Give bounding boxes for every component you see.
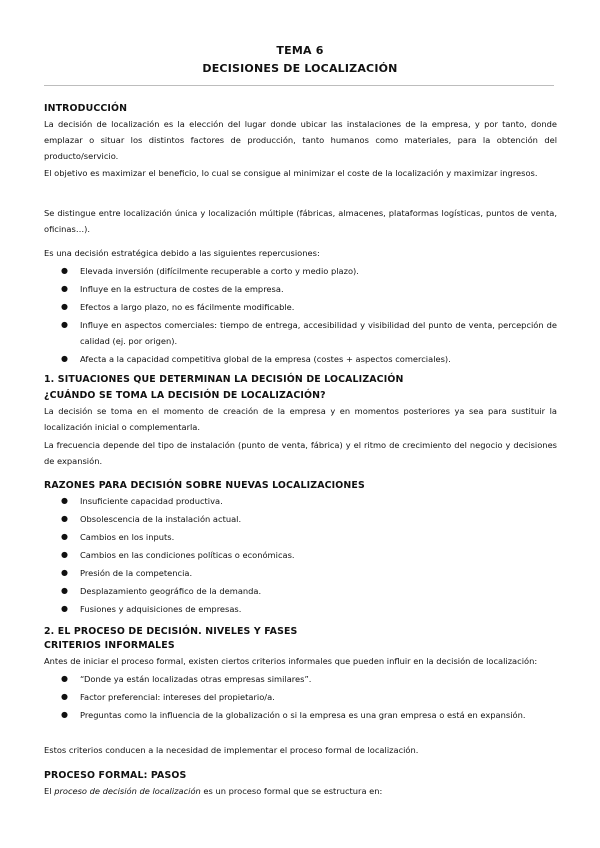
bullet-icon: ● xyxy=(61,320,68,329)
section-1-paragraph-1: La decisión se toma en el momento de creación de la empresa y en momentos posteriores ya sea para sustituir la localización inicial o complementarla. xyxy=(44,406,557,432)
list-item: ● Presión de la competencia. xyxy=(44,565,557,581)
list-item: ● Cambios en las condiciones políticas o económicas. xyxy=(44,547,557,563)
list-item: ● Factor preferencial: intereses del propietario/a. xyxy=(44,689,557,705)
section-1-subheading: ¿CUÁNDO SE TOMA LA DECISIÓN DE LOCALIZACIÓN? xyxy=(44,390,326,401)
formal-process-paragraph: El proceso de decisión de localización es un proceso formal que se estructura en: xyxy=(44,786,383,796)
bullet-icon: ● xyxy=(61,586,68,595)
section-2-subheading: CRITERIOS INFORMALES xyxy=(44,640,175,651)
title-divider xyxy=(44,85,554,86)
list-item: ● Cambios en los inputs. xyxy=(44,529,557,545)
list-item: ● Insuficiente capacidad productiva. xyxy=(44,493,557,509)
intro-section xyxy=(44,102,557,164)
reasons-heading: RAZONES PARA DECISIÓN SOBRE NUEVAS LOCALIZACIONES xyxy=(44,480,365,491)
bullet-icon: ● xyxy=(61,302,68,311)
bullet-icon: ● xyxy=(61,692,68,701)
list-item: ● Obsolescencia de la instalación actual. xyxy=(44,511,557,527)
intro-paragraph-4: Es una decisión estratégica debido a las siguientes repercusiones: xyxy=(44,248,320,258)
section-1-heading: 1. SITUACIONES QUE DETERMINAN LA DECISIÓN DE LOCALIZACIÓN xyxy=(44,374,404,385)
bullet-icon: ● xyxy=(61,710,68,719)
bullet-icon: ● xyxy=(61,354,68,363)
section-2-paragraph-2: Estos criterios conducen a la necesidad de implementar el proceso formal de localización. xyxy=(44,745,419,755)
intro-heading: INTRODUCCIÓN xyxy=(44,103,128,114)
bullet-icon: ● xyxy=(61,568,68,577)
bullet-icon: ● xyxy=(61,266,68,275)
emphasized-term: proceso de decisión de localización xyxy=(54,786,201,796)
document-title: TEMA 6 xyxy=(276,44,324,57)
bullet-icon: ● xyxy=(61,532,68,541)
list-item: ● Afecta a la capacidad competitiva global de la empresa (costes + aspectos comerciales). xyxy=(44,351,557,367)
list-item: ● Elevada inversión (difícilmente recuperable a corto y medio plazo). xyxy=(44,263,557,279)
list-item: ● Influye en aspectos comerciales: tiempo de entrega, accesibilidad y visibilidad del punto de venta, percepción de calidad (ej. por origen). xyxy=(44,317,557,349)
bullet-icon: ● xyxy=(61,284,68,293)
intro-paragraph-3: Se distingue entre localización única y localización múltiple (fábricas, almacenes, plataformas logísticas, puntos de venta, oficinas…). xyxy=(44,208,557,234)
section-2 xyxy=(44,625,557,723)
bullet-icon: ● xyxy=(61,514,68,523)
intro-bullet-list xyxy=(44,263,557,367)
section-1 xyxy=(44,373,557,435)
list-item: ● Efectos a largo plazo, no es fácilmente modificable. xyxy=(44,299,557,315)
list-item: ● “Donde ya están localizadas otras empresas similares”. xyxy=(44,671,557,687)
bullet-icon: ● xyxy=(61,604,68,613)
list-item: ● Preguntas como la influencia de la globalización o si la empresa es una gran empresa o está en expansión. xyxy=(44,707,557,723)
list-item: ● Desplazamiento geográfico de la demanda. xyxy=(44,583,557,599)
section-2-heading: 2. EL PROCESO DE DECISIÓN. NIVELES Y FASES xyxy=(44,626,298,637)
bullet-icon: ● xyxy=(61,496,68,505)
section-2-paragraph-1: Antes de iniciar el proceso formal, existen ciertos criterios informales que pueden influir en la decisión de localización: xyxy=(44,656,538,666)
list-item: ● Fusiones y adquisiciones de empresas. xyxy=(44,601,557,617)
reasons-bullet-list xyxy=(44,493,557,617)
intro-paragraph-2: El objetivo es maximizar el beneficio, lo cual se consigue al minimizar el coste de la localización y maximizar ingresos. xyxy=(44,168,538,178)
document-subtitle: DECISIONES DE LOCALIZACIÓN xyxy=(202,62,398,75)
list-item: ● Influye en la estructura de costes de la empresa. xyxy=(44,281,557,297)
formal-process-heading: PROCESO FORMAL: PASOS xyxy=(44,770,187,781)
bullet-icon: ● xyxy=(61,550,68,559)
informal-criteria-list xyxy=(44,671,557,723)
bullet-icon: ● xyxy=(61,674,68,683)
section-1-paragraph-2: La frecuencia depende del tipo de instalación (punto de venta, fábrica) y el ritmo de crecimiento del negocio y decisiones de expansión. xyxy=(44,440,557,466)
intro-paragraph-1: La decisión de localización es la elección del lugar donde ubicar las instalaciones de la empresa, y por tanto, donde emplazar o situar los distintos factores de producción, tanto humanos como materiales, para la obtención del producto/servicio. xyxy=(44,119,557,161)
